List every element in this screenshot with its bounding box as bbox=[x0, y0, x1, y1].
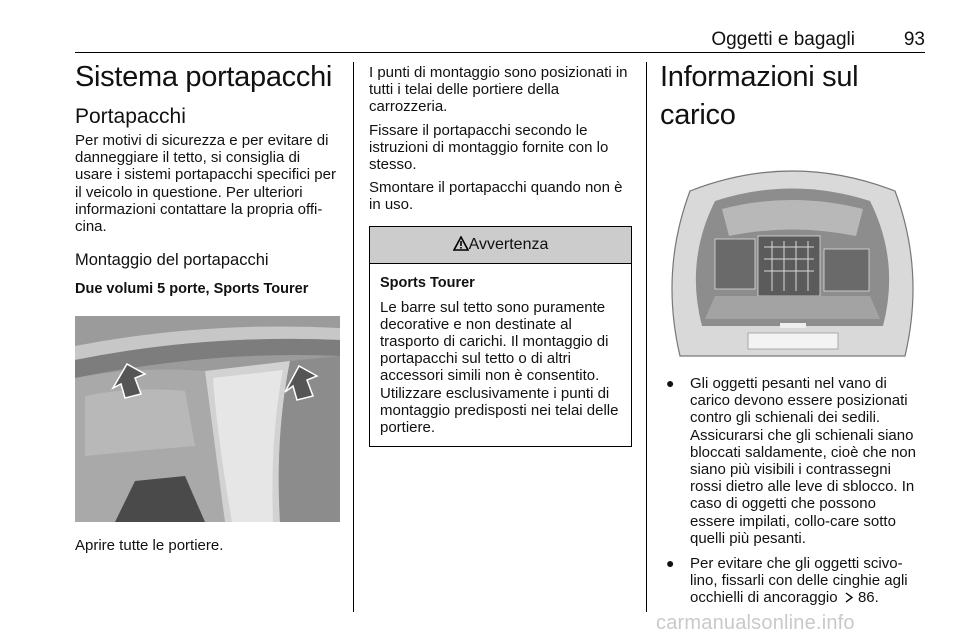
mount-heading: Montaggio del portapacchi bbox=[75, 251, 269, 270]
column-middle bbox=[369, 58, 632, 447]
roof-mount-illustration bbox=[75, 316, 340, 522]
page-ref-icon bbox=[844, 592, 854, 603]
bullet-icon: ● bbox=[666, 375, 675, 391]
bullet-icon: ● bbox=[666, 555, 675, 572]
column-right bbox=[660, 58, 925, 607]
variant-heading: Due volumi 5 porte, Sports Tourer bbox=[75, 281, 309, 298]
column-divider bbox=[353, 62, 354, 612]
paragraph: I punti di montaggio sono posizionati in tutti i telai delle portiere della carrozzeria. bbox=[369, 64, 628, 116]
page-number: 93 bbox=[903, 29, 925, 50]
page-title: Sistema portapacchi bbox=[75, 61, 333, 93]
list-item-text: Per evitare che gli oggetti scivo-lino, fissarli con delle cinghie agli occhielli di ancoraggio bbox=[690, 555, 908, 607]
warning-subheading: Sports Tourer bbox=[380, 274, 475, 291]
warning-title: Avvertenza bbox=[468, 235, 549, 253]
paragraph: Smontare il portapacchi quando non è in uso. bbox=[369, 179, 623, 214]
warning-header bbox=[370, 227, 631, 264]
list-item bbox=[660, 555, 925, 607]
section-heading: Portapacchi bbox=[75, 105, 186, 128]
cargo-drawing bbox=[660, 151, 925, 363]
watermark: carmanualsonline.info bbox=[656, 612, 855, 634]
list-item-text: Gli oggetti pesanti nel vano di carico devono essere posizionati contro gli schienali dei sedili. Assicurarsi che gli schienali siano bloccati saldamente, cioè che non siano più visibili i contrassegni rossi dietro alle leve di sblocco. In caso di oggetti che possono essere impilati, collo-care sotto quelli più pesanti. bbox=[690, 375, 916, 547]
section-title-right: Informazioni sul carico bbox=[660, 61, 859, 131]
list-item bbox=[660, 375, 925, 547]
caption: Aprire tutte le portiere. bbox=[75, 537, 224, 555]
column-divider bbox=[646, 62, 647, 612]
warning-body bbox=[370, 264, 631, 447]
warning-text: Le barre sul tetto sono puramente decorative e non destinate al trasporto di carichi. Il montaggio di portapacchi sul tetto o di altri accessori simili non è consentito. Utilizzare esclusivamente i punti di montaggio predisposti nei telai delle portiere. bbox=[380, 298, 619, 437]
intro-paragraph: Per motivi di sicurezza e per evitare di danneggiare il tetto, si consiglia di usare i sistemi portapacchi specifici per il veicolo in questione. Per ulteriori informazioni contattare la propria offi-cina. bbox=[75, 132, 336, 236]
paragraph: Fissare il portapacchi secondo le istruzioni di montaggio fornite con lo stesso. bbox=[369, 121, 609, 174]
bullet-list bbox=[660, 375, 925, 607]
cargo-illustration bbox=[660, 151, 925, 363]
column-left bbox=[75, 58, 340, 554]
warning-box bbox=[369, 226, 632, 448]
roof-mount-drawing bbox=[75, 316, 340, 522]
warning-triangle-icon bbox=[453, 236, 469, 251]
page-reference[interactable]: 86. bbox=[857, 589, 879, 607]
section-title: Oggetti e bagagli bbox=[711, 29, 855, 50]
page-header bbox=[75, 26, 925, 53]
